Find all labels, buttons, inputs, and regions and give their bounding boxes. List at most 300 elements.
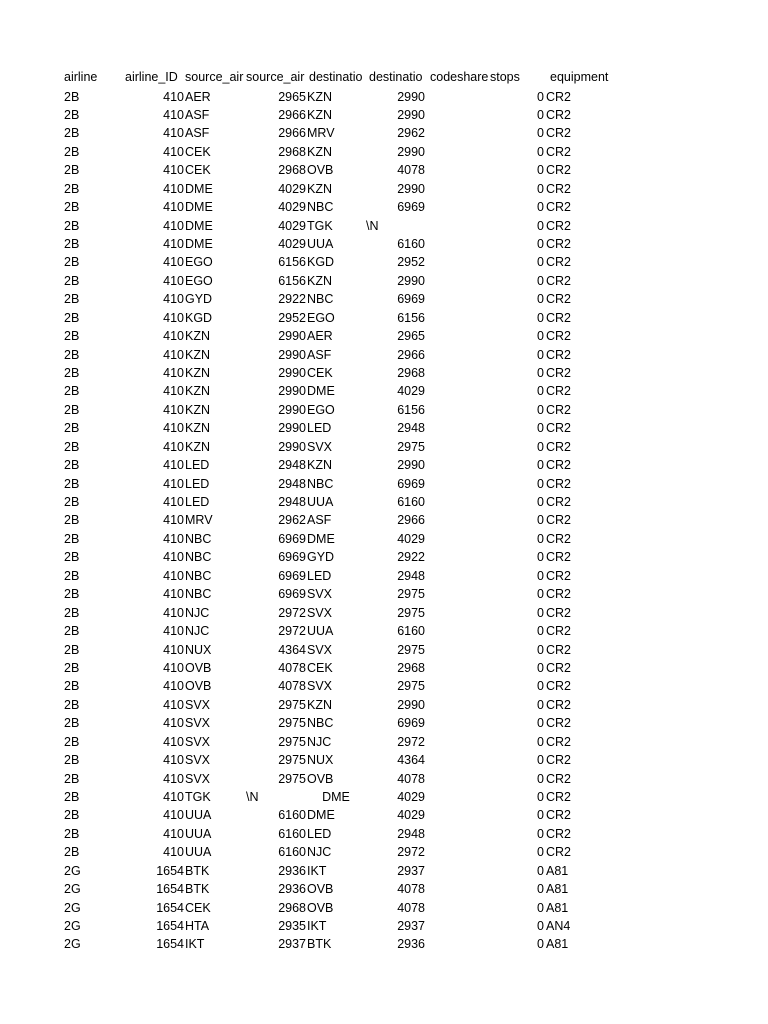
destination-airport-cell: EGO [307,402,335,417]
source-airport-id-cell: 6160 [278,808,306,823]
airline-id-cell: 410 [163,697,184,712]
source-airport-id-cell: 6156 [278,273,306,288]
source-airport-cell: NJC [185,624,210,639]
table-row [0,382,768,400]
stops-cell: 0 [537,863,544,878]
stops-cell: 0 [537,937,544,952]
destination-airport-cell: CEK [307,660,333,675]
airline-cell: 2B [64,163,80,178]
airline-id-cell: 410 [163,826,184,841]
source-airport-id-cell: 4078 [278,679,306,694]
source-airport-cell: NBC [185,568,212,583]
equipment-cell: CR2 [546,513,572,528]
table-row [0,106,768,124]
equipment-cell: CR2 [546,310,572,325]
source-airport-cell: BTK [185,882,210,897]
airline-cell: 2B [64,642,80,657]
source-airport-id-cell: 2972 [278,624,306,639]
destination-airport-cell: NBC [307,476,334,491]
airline-id-cell: 410 [163,458,184,473]
table-row [0,530,768,548]
source-airport-cell: DME [185,181,213,196]
table-row [0,235,768,253]
source-airport-cell: EGO [185,273,213,288]
equipment-cell: CR2 [546,550,572,565]
airline-cell: 2B [64,808,80,823]
equipment-cell: CR2 [546,587,572,602]
airline-cell: 2B [64,495,80,510]
airline-cell: 2B [64,476,80,491]
source-airport-cell: SVX [185,716,211,731]
airline-cell: 2G [64,918,81,933]
equipment-cell: CR2 [546,531,572,546]
stops-cell: 0 [537,384,544,399]
source-airport-cell: NBC [185,587,212,602]
stops-cell: 0 [537,218,544,233]
destination-airport-cell: BTK [307,937,332,952]
destination-airport-id-cell: 2975 [397,642,425,657]
stops-cell: 0 [537,200,544,215]
table-row [0,456,768,474]
equipment-cell: CR2 [546,108,572,123]
airline-id-cell: 410 [163,753,184,768]
destination-airport-id-cell: 6969 [397,292,425,307]
source-airport-cell: UUA [185,826,212,841]
destination-airport-id-cell: 4029 [397,789,425,804]
destination-airport-id-cell: 2975 [397,439,425,454]
destination-airport-cell: NBC [307,292,334,307]
destination-airport-cell: TGK [307,218,333,233]
table-row [0,843,768,861]
destination-airport-id-cell: 6969 [397,716,425,731]
source-airport-cell: GYD [185,292,213,307]
destination-airport-id-cell: 2965 [397,329,425,344]
equipment-cell: CR2 [546,329,572,344]
airline-id-cell: 410 [163,568,184,583]
source-airport-cell: ASF [185,126,210,141]
source-airport-cell: SVX [185,771,211,786]
source-airport-id-cell: 4364 [278,642,306,657]
airline-cell: 2B [64,531,80,546]
stops-cell: 0 [537,605,544,620]
source-airport-id-cell: 2990 [278,439,306,454]
stops-cell: 0 [537,181,544,196]
stops-cell: 0 [537,697,544,712]
destination-airport-id-cell: 4078 [397,882,425,897]
source-airport-id-cell: 2937 [278,937,306,952]
equipment-cell: CR2 [546,200,572,215]
airline-id-cell: 410 [163,329,184,344]
airline-id-cell: 410 [163,605,184,620]
airline-cell: 2B [64,347,80,362]
source-airport-id-cell: 6969 [278,550,306,565]
airline-id-cell: 410 [163,789,184,804]
source-airport-cell: ASF [185,108,210,123]
destination-airport-cell: SVX [307,587,333,602]
stops-cell: 0 [537,845,544,860]
destination-airport-id-cell: 6969 [397,476,425,491]
source-airport-cell: UUA [185,845,212,860]
destination-airport-id-cell: 6156 [397,310,425,325]
equipment-cell: A81 [546,863,569,878]
airline-id-cell: 410 [163,292,184,307]
stops-cell: 0 [537,495,544,510]
header-airline: airline [64,70,98,84]
destination-airport-id-cell: 2937 [397,863,425,878]
source-airport-id-cell: 2990 [278,366,306,381]
airline-cell: 2B [64,771,80,786]
table-row [0,899,768,917]
destination-airport-id-cell: 2948 [397,568,425,583]
header-source-airport: source_air [185,70,244,84]
source-airport-cell: DME [185,237,213,252]
airline-cell: 2B [64,753,80,768]
destination-airport-cell: NJC [307,845,332,860]
airline-cell: 2B [64,458,80,473]
stops-cell: 0 [537,660,544,675]
stops-cell: 0 [537,531,544,546]
table-row [0,438,768,456]
airline-cell: 2G [64,937,81,952]
airline-cell: 2B [64,439,80,454]
destination-airport-id-cell: 2990 [397,697,425,712]
airline-cell: 2B [64,716,80,731]
source-airport-cell: LED [185,476,210,491]
table-row [0,825,768,843]
destination-airport-cell: SVX [307,605,333,620]
table-row [0,585,768,603]
airline-id-cell: 410 [163,163,184,178]
stops-cell: 0 [537,918,544,933]
destination-airport-cell: SVX [307,439,333,454]
stops-cell: 0 [537,329,544,344]
equipment-cell: CR2 [546,845,572,860]
table-row [0,917,768,935]
source-airport-cell: DME [185,200,213,215]
equipment-cell: CR2 [546,237,572,252]
source-airport-id-cell: 2990 [278,402,306,417]
source-airport-cell: KZN [185,329,210,344]
destination-airport-cell: DME [307,531,335,546]
header-source-airport-id: source_air [246,70,305,84]
equipment-cell: A81 [546,937,569,952]
airline-cell: 2B [64,366,80,381]
source-airport-id-cell: 4078 [278,660,306,675]
destination-airport-cell: UUA [307,237,334,252]
table-row [0,161,768,179]
source-airport-cell: CEK [185,900,211,915]
stops-cell: 0 [537,108,544,123]
equipment-cell: CR2 [546,476,572,491]
destination-airport-id-cell: 6160 [397,624,425,639]
airline-id-cell: 410 [163,89,184,104]
airline-id-cell: 1654 [156,863,184,878]
table-row [0,346,768,364]
destination-airport-id-cell: 4078 [397,900,425,915]
source-airport-cell: NBC [185,531,212,546]
stops-cell: 0 [537,89,544,104]
source-airport-id-cell: 2962 [278,513,306,528]
airline-id-cell: 1654 [156,937,184,952]
airline-id-cell: 410 [163,144,184,159]
table-row [0,401,768,419]
airline-id-cell: 410 [163,200,184,215]
airline-id-cell: 410 [163,550,184,565]
table-row [0,622,768,640]
airline-cell: 2B [64,789,80,804]
stops-cell: 0 [537,808,544,823]
table-row [0,733,768,751]
destination-airport-cell: KZN [307,273,332,288]
equipment-cell: CR2 [546,126,572,141]
destination-airport-id-cell: 6969 [397,200,425,215]
table-row [0,714,768,732]
destination-airport-id-cell: 2990 [397,181,425,196]
source-airport-cell: KZN [185,421,210,436]
airline-id-cell: 410 [163,108,184,123]
destination-airport-id-cell: \N [366,218,379,233]
airline-id-cell: 410 [163,439,184,454]
airline-id-cell: 1654 [156,900,184,915]
destination-airport-cell: SVX [307,642,333,657]
header-stops: stops [490,70,520,84]
destination-airport-id-cell: 6160 [397,495,425,510]
destination-airport-id-cell: 2922 [397,550,425,565]
airline-id-cell: 410 [163,531,184,546]
source-airport-id-cell: 2990 [278,384,306,399]
header-destination-airport-id: destinatio [369,70,423,84]
airline-cell: 2B [64,679,80,694]
stops-cell: 0 [537,826,544,841]
table-row [0,806,768,824]
stops-cell: 0 [537,347,544,362]
airline-id-cell: 410 [163,347,184,362]
airline-cell: 2B [64,255,80,270]
destination-airport-cell: MRV [307,126,335,141]
airline-id-cell: 410 [163,273,184,288]
destination-airport-id-cell: 2975 [397,679,425,694]
destination-airport-id-cell: 2948 [397,421,425,436]
airline-id-cell: 410 [163,476,184,491]
equipment-cell: CR2 [546,439,572,454]
source-airport-id-cell: 2990 [278,421,306,436]
source-airport-id-cell: 4029 [278,218,306,233]
destination-airport-cell: OVB [307,900,334,915]
destination-airport-cell: NJC [307,734,332,749]
source-airport-id-cell: 2948 [278,458,306,473]
airline-cell: 2G [64,863,81,878]
equipment-cell: CR2 [546,568,572,583]
equipment-cell: AN4 [546,918,571,933]
airline-id-cell: 410 [163,181,184,196]
table-row [0,180,768,198]
source-airport-id-cell: 2975 [278,771,306,786]
equipment-cell: CR2 [546,753,572,768]
equipment-cell: CR2 [546,495,572,510]
equipment-cell: CR2 [546,347,572,362]
airline-cell: 2B [64,218,80,233]
source-airport-id-cell: 2936 [278,863,306,878]
stops-cell: 0 [537,771,544,786]
source-airport-id-cell: 2975 [278,734,306,749]
equipment-cell: CR2 [546,144,572,159]
source-airport-id-cell: 2968 [278,900,306,915]
destination-airport-cell: EGO [307,310,335,325]
destination-airport-id-cell: 2990 [397,273,425,288]
destination-airport-cell: OVB [307,882,334,897]
airline-cell: 2B [64,310,80,325]
stops-cell: 0 [537,550,544,565]
airline-id-cell: 410 [163,237,184,252]
destination-airport-id-cell: 2966 [397,513,425,528]
source-airport-id-cell: 2965 [278,89,306,104]
destination-airport-cell: KZN [307,89,332,104]
destination-airport-id-cell: 2975 [397,605,425,620]
airline-cell: 2B [64,697,80,712]
airline-id-cell: 410 [163,624,184,639]
table-row [0,862,768,880]
source-airport-id-cell: 2966 [278,108,306,123]
destination-airport-cell: CEK [307,366,333,381]
source-airport-id-cell: 2922 [278,292,306,307]
header-row [0,68,768,86]
airline-cell: 2B [64,734,80,749]
airline-cell: 2B [64,181,80,196]
source-airport-cell: DME [185,218,213,233]
table-row [0,641,768,659]
source-airport-id-cell: 2975 [278,716,306,731]
source-airport-cell: SVX [185,753,211,768]
source-airport-cell: HTA [185,918,210,933]
stops-cell: 0 [537,476,544,491]
equipment-cell: CR2 [546,292,572,307]
equipment-cell: CR2 [546,384,572,399]
airline-id-cell: 410 [163,218,184,233]
airline-cell: 2B [64,845,80,860]
equipment-cell: CR2 [546,366,572,381]
source-airport-id-cell: 6969 [278,587,306,602]
table-row [0,217,768,235]
airline-cell: 2B [64,826,80,841]
airline-cell: 2B [64,292,80,307]
destination-airport-id-cell: 2990 [397,458,425,473]
airline-cell: 2G [64,900,81,915]
stops-cell: 0 [537,292,544,307]
airline-cell: 2B [64,200,80,215]
source-airport-cell: OVB [185,660,212,675]
airline-cell: 2B [64,89,80,104]
table-row [0,124,768,142]
airline-id-cell: 410 [163,587,184,602]
equipment-cell: CR2 [546,421,572,436]
source-airport-cell: NJC [185,605,210,620]
source-airport-id-cell: 6969 [278,531,306,546]
header-airline-id: airline_ID [125,70,178,84]
destination-airport-id-cell: 4029 [397,531,425,546]
stops-cell: 0 [537,366,544,381]
source-airport-id-cell: 2935 [278,918,306,933]
table-row [0,770,768,788]
stops-cell: 0 [537,458,544,473]
destination-airport-id-cell: 2962 [397,126,425,141]
destination-airport-cell: KZN [307,108,332,123]
destination-airport-cell: OVB [307,163,334,178]
airline-id-cell: 410 [163,679,184,694]
table-row [0,880,768,898]
airline-id-cell: 410 [163,734,184,749]
equipment-cell: CR2 [546,660,572,675]
destination-airport-id-cell: 6160 [397,237,425,252]
table-row [0,88,768,106]
destination-airport-cell: KZN [307,144,332,159]
airline-id-cell: 410 [163,255,184,270]
destination-airport-cell: UUA [307,624,334,639]
stops-cell: 0 [537,587,544,602]
destination-airport-cell: LED [307,826,332,841]
source-airport-cell: SVX [185,697,211,712]
equipment-cell: CR2 [546,181,572,196]
stops-cell: 0 [537,255,544,270]
table-row [0,309,768,327]
table-row [0,253,768,271]
source-airport-id-cell: 2968 [278,144,306,159]
equipment-cell: CR2 [546,642,572,657]
stops-cell: 0 [537,716,544,731]
table-row [0,419,768,437]
source-airport-id-cell: 6156 [278,255,306,270]
stops-cell: 0 [537,144,544,159]
airline-id-cell: 410 [163,642,184,657]
equipment-cell: CR2 [546,163,572,178]
table-row [0,327,768,345]
destination-airport-cell: UUA [307,495,334,510]
destination-airport-cell: SVX [307,679,333,694]
stops-cell: 0 [537,439,544,454]
source-airport-cell: KZN [185,366,210,381]
source-airport-cell: LED [185,458,210,473]
equipment-cell: CR2 [546,716,572,731]
stops-cell: 0 [537,310,544,325]
header-codeshare: codeshare [430,70,489,84]
destination-airport-id-cell: 2990 [397,108,425,123]
stops-cell: 0 [537,237,544,252]
destination-airport-id-cell: 2990 [397,144,425,159]
source-airport-cell: NUX [185,642,212,657]
equipment-cell: A81 [546,882,569,897]
destination-airport-id-cell: 4029 [397,384,425,399]
source-airport-id-cell: 2952 [278,310,306,325]
stops-cell: 0 [537,163,544,178]
airline-cell: 2B [64,329,80,344]
source-airport-id-cell: 2948 [278,495,306,510]
airline-cell: 2B [64,513,80,528]
airline-cell: 2B [64,550,80,565]
destination-airport-id-cell: 2966 [397,347,425,362]
equipment-cell: CR2 [546,734,572,749]
destination-airport-cell: KZN [307,458,332,473]
airline-cell: 2B [64,624,80,639]
source-airport-id-cell: 2990 [278,329,306,344]
table-row [0,511,768,529]
header-destination-airport: destinatio [309,70,363,84]
airline-id-cell: 410 [163,495,184,510]
destination-airport-cell: ASF [307,513,332,528]
table-row [0,567,768,585]
equipment-cell: CR2 [546,402,572,417]
source-airport-id-cell: 6160 [278,826,306,841]
destination-airport-id-cell: 2948 [397,826,425,841]
source-airport-cell: KGD [185,310,213,325]
